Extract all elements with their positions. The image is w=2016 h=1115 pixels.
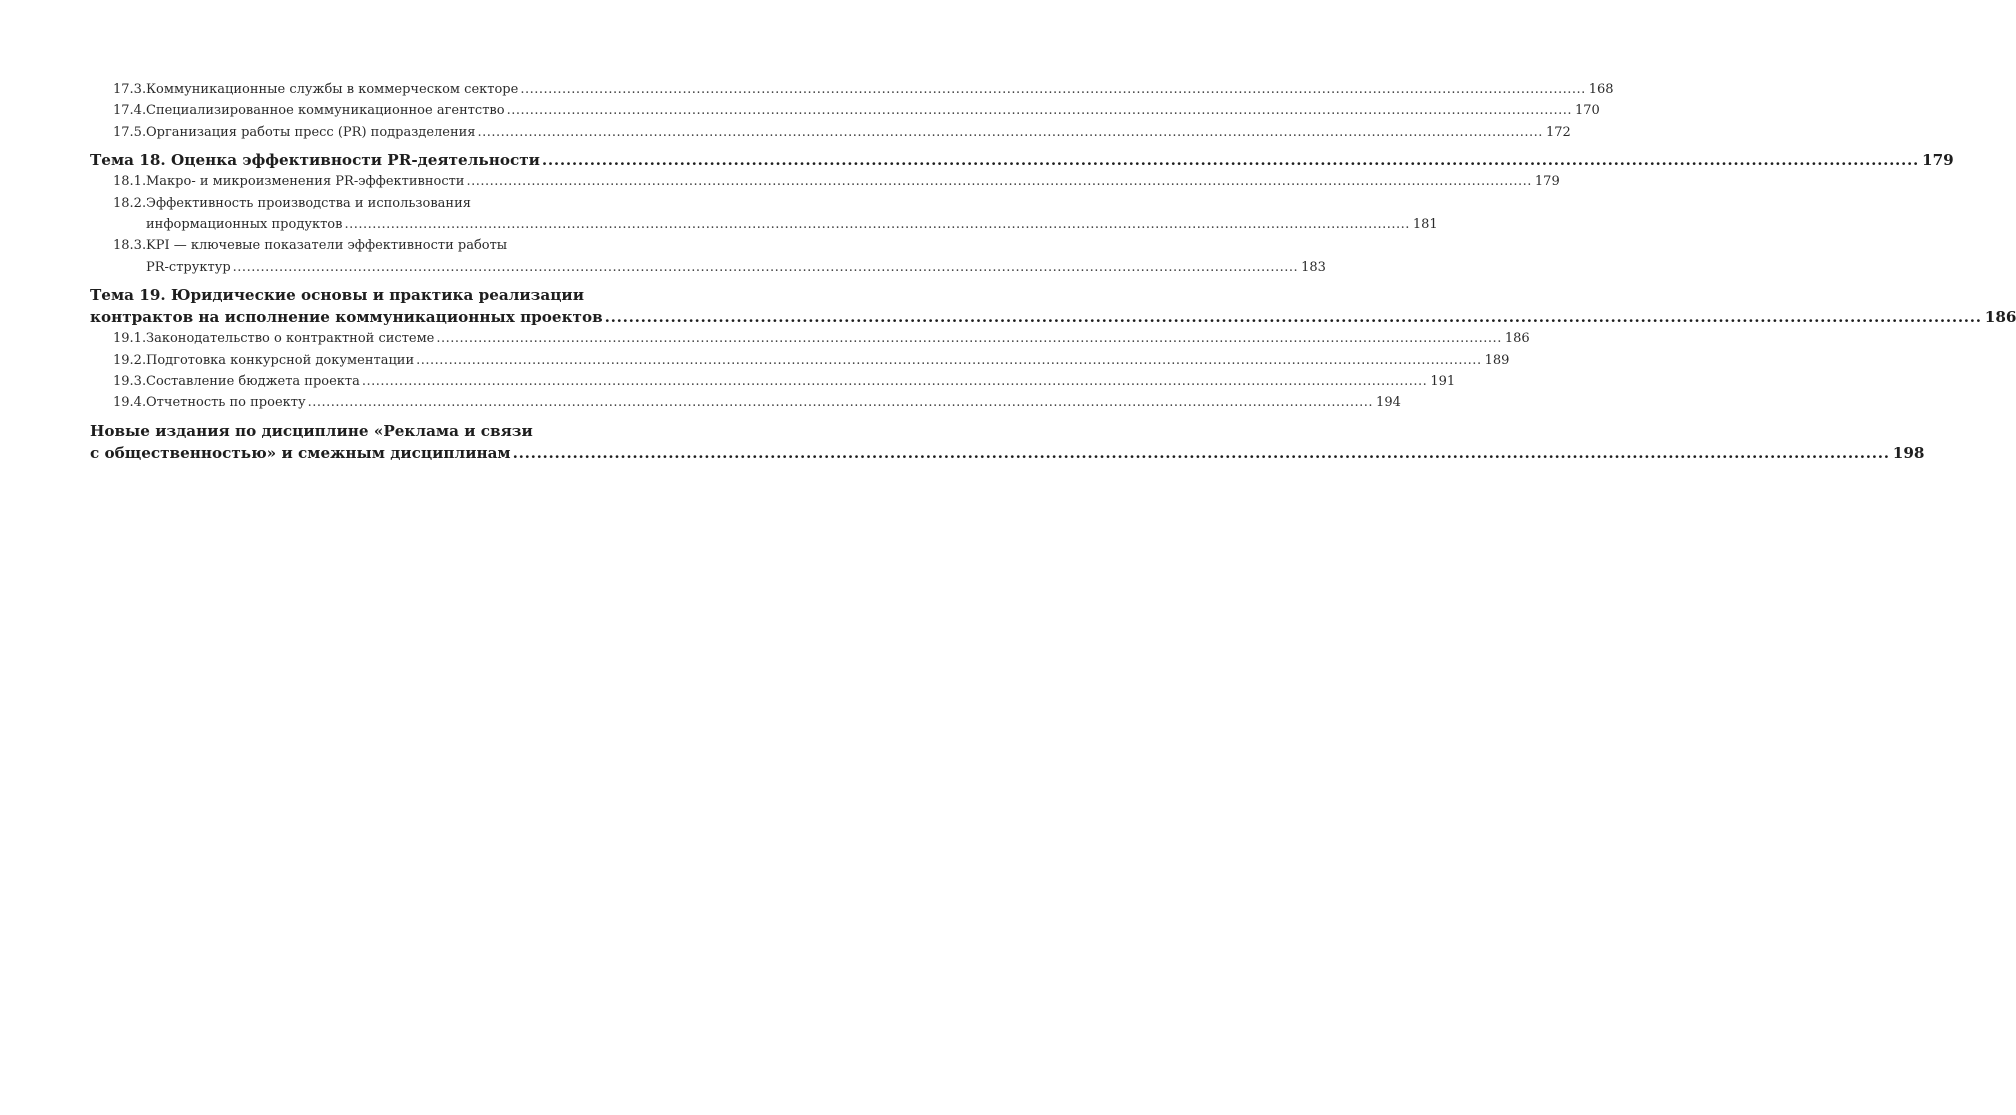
page-number: 189 bbox=[1484, 352, 1510, 368]
dot-leader bbox=[507, 100, 1572, 121]
page-number: 179 bbox=[1922, 151, 1954, 170]
dot-leader bbox=[308, 392, 1373, 413]
toc-topic-19[interactable] bbox=[90, 284, 2016, 328]
page-number: 183 bbox=[1301, 259, 1326, 275]
toc-entry-17-4[interactable] bbox=[90, 100, 1600, 121]
topic-title: Тема 18. Оценка эффективности PR-деятельности bbox=[90, 151, 540, 170]
toc-entry-19-3[interactable] bbox=[90, 371, 1456, 392]
toc-entry-19-2[interactable] bbox=[90, 350, 1510, 371]
section-number: 17.5. bbox=[113, 124, 147, 140]
page-number: 198 bbox=[1892, 443, 1925, 462]
section-number: 18.1. bbox=[113, 174, 147, 190]
toc-entry-18-1[interactable] bbox=[90, 171, 1560, 192]
dot-leader bbox=[605, 306, 1982, 328]
toc-entry-18-2[interactable] bbox=[90, 193, 1438, 236]
section-title: Специализированное коммуникационное агентство bbox=[146, 103, 505, 119]
section-title: Составление бюджета проекта bbox=[146, 374, 360, 390]
section-number: 18.3. bbox=[113, 238, 147, 254]
dot-leader bbox=[478, 122, 1543, 143]
dot-leader bbox=[436, 328, 1501, 349]
toc-entry-17-3[interactable] bbox=[90, 79, 1614, 100]
topic-title-line-1: Тема 19. Юридические основы и практика реализации bbox=[90, 286, 584, 305]
section-title: Макро- и микроизменения PR-эффективности bbox=[146, 174, 465, 190]
page-number: 168 bbox=[1588, 82, 1614, 97]
section-number: 19.3. bbox=[113, 374, 147, 390]
dot-leader bbox=[344, 214, 1409, 235]
section-title: Подготовка конкурсной документации bbox=[146, 352, 415, 368]
section-title: Отчетность по проекту bbox=[146, 395, 306, 411]
dot-leader bbox=[416, 350, 1481, 371]
page-number: 186 bbox=[1984, 308, 2016, 327]
new-editions-title-line-2: с общественностью» и смежным дисциплинам bbox=[90, 443, 511, 462]
page-number: 194 bbox=[1376, 395, 1401, 411]
section-title-line-1: Эффективность производства и использования bbox=[146, 195, 471, 211]
dot-leader bbox=[466, 171, 1531, 192]
section-title-line-2: PR-структур bbox=[146, 259, 231, 275]
toc-topic-18[interactable] bbox=[90, 149, 1954, 171]
section-title: Организация работы пресс (PR) подразделения bbox=[146, 124, 476, 140]
toc-entry-19-4[interactable] bbox=[90, 392, 1401, 413]
section-title: Законодательство о контрактной системе bbox=[146, 331, 435, 347]
section-number: 19.4. bbox=[113, 395, 147, 411]
toc-new-editions[interactable] bbox=[90, 420, 1925, 464]
section-number: 17.3. bbox=[113, 82, 147, 97]
dot-leader bbox=[520, 79, 1585, 100]
page-number: 172 bbox=[1545, 124, 1571, 140]
topic-title-line-2: контрактов на исполнение коммуникационных проектов bbox=[90, 308, 603, 327]
dot-leader bbox=[542, 149, 1919, 171]
section-title: Коммуникационные службы в коммерческом секторе bbox=[146, 82, 519, 97]
section-number: 19.2. bbox=[113, 352, 147, 368]
dot-leader bbox=[233, 257, 1298, 278]
section-title-line-1: KPI — ключевые показатели эффективности работы bbox=[146, 238, 508, 254]
dot-leader bbox=[513, 442, 1890, 464]
section-number: 19.1. bbox=[113, 331, 147, 347]
table-of-contents bbox=[90, 79, 2016, 464]
toc-entry-18-3[interactable] bbox=[90, 235, 1326, 278]
page-number: 191 bbox=[1430, 374, 1456, 390]
toc-entry-19-1[interactable] bbox=[90, 328, 1530, 349]
dot-leader bbox=[362, 371, 1427, 392]
new-editions-title-line-1: Новые издания по дисциплине «Реклама и связи bbox=[90, 421, 533, 440]
page-number: 186 bbox=[1504, 331, 1530, 347]
toc-entry-17-5[interactable] bbox=[90, 122, 1571, 143]
page-number: 181 bbox=[1412, 217, 1438, 233]
section-number: 17.4. bbox=[113, 103, 147, 119]
section-title-line-2: информационных продуктов bbox=[146, 217, 343, 233]
page-number: 179 bbox=[1534, 174, 1560, 190]
page-number: 170 bbox=[1575, 103, 1600, 119]
section-number: 18.2. bbox=[113, 195, 147, 211]
